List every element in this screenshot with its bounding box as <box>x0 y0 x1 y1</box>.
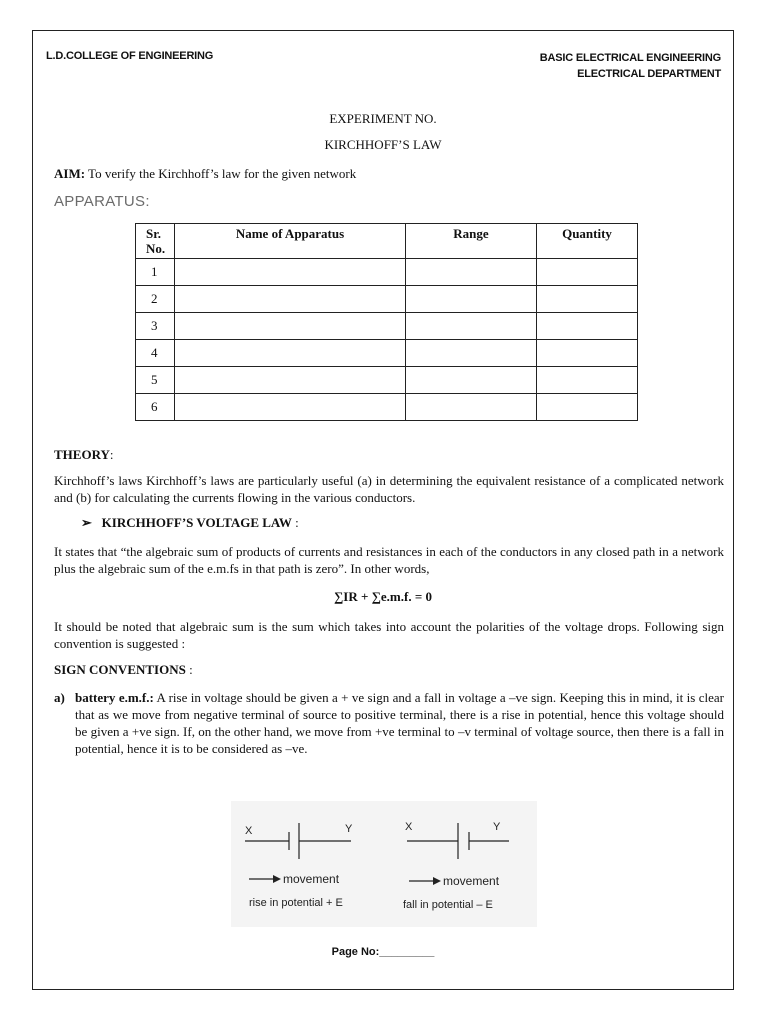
cell-name <box>175 340 406 367</box>
bullet-arrow-icon: ➢ <box>81 515 92 530</box>
cell-range <box>406 286 537 313</box>
right-movement-label: movement <box>443 874 500 888</box>
department-name: ELECTRICAL DEPARTMENT <box>577 68 721 80</box>
battery-emf-text: A rise in voltage should be given a + ve sign and a fall in voltage a –ve sign. Keeping this in mind, it is clear that as we move from negative terminal of source to positive terminal, there is a rise in potential, hence this voltage should be given a +ve sign. If, on the other hand, we move from +ve terminal to –v terminal of voltage source, then there is a fall in potential, hence it is to be considered as –ve. <box>75 690 725 756</box>
theory-paragraph: Kirchhoff’s laws Kirchhoff’s laws are particularly useful (a) in determining the equivalent resistance of a complicated network and (b) for calculating the currents flowing in the various conductors. <box>54 473 724 505</box>
table-row <box>136 340 638 367</box>
row-number: 2 <box>136 286 175 313</box>
sign-conventions-heading: SIGN CONVENTIONS : <box>54 662 193 677</box>
cell-quantity <box>537 286 638 313</box>
cell-range <box>406 367 537 394</box>
battery-sign-figure <box>231 801 537 927</box>
college-name: L.D.COLLEGE OF ENGINEERING <box>46 50 214 62</box>
col-name-of-apparatus: Name of Apparatus <box>175 224 406 259</box>
row-number: 5 <box>136 367 175 394</box>
cell-range <box>406 340 537 367</box>
cell-name <box>175 367 406 394</box>
kvl-statement: It states that “the algebraic sum of products of currents and resistances in each of the conductors in any closed path in a network plus the algebraic sum of the e.m.fs in that path is zero”. In other words, <box>54 544 724 576</box>
kvl-heading: ➢ KIRCHHOFF’S VOLTAGE LAW : <box>81 515 299 530</box>
col-range: Range <box>406 224 537 259</box>
row-number: 4 <box>136 340 175 367</box>
row-number: 3 <box>136 313 175 340</box>
rise-in-potential-caption: rise in potential + E <box>249 897 343 909</box>
algebraic-sum-note: It should be noted that algebraic sum is the sum which takes into account the polarities of the voltage drops. Following sign convention is suggested : <box>54 619 724 651</box>
cell-quantity <box>537 367 638 394</box>
cell-range <box>406 313 537 340</box>
left-x-label: X <box>245 825 253 837</box>
cell-quantity <box>537 340 638 367</box>
page-number: Page No:_________ <box>331 946 435 958</box>
theory-heading: THEORY: <box>54 447 114 462</box>
cell-quantity <box>537 259 638 286</box>
cell-range <box>406 259 537 286</box>
apparatus-table <box>135 223 638 421</box>
table-row <box>136 313 638 340</box>
col-sr-no: Sr. No. <box>136 224 175 259</box>
cell-name <box>175 259 406 286</box>
cell-name <box>175 313 406 340</box>
aim-text: To verify the Kirchhoff’s law for the given network <box>85 166 357 181</box>
department-header <box>540 50 721 82</box>
table-row <box>136 394 638 421</box>
cell-quantity <box>537 313 638 340</box>
table-row <box>136 367 638 394</box>
list-label: a) <box>54 690 65 705</box>
row-number: 6 <box>136 394 175 421</box>
battery-emf-term: battery e.m.f.: <box>75 690 154 705</box>
left-movement-label: movement <box>283 872 340 886</box>
document-page <box>32 30 734 990</box>
cell-range <box>406 394 537 421</box>
table-row <box>136 259 638 286</box>
apparatus-heading: APPARATUS: <box>54 193 150 210</box>
right-x-label: X <box>405 821 413 833</box>
list-item <box>54 689 724 757</box>
table-header-row <box>136 224 638 259</box>
row-number: 1 <box>136 259 175 286</box>
right-y-label: Y <box>493 821 501 833</box>
cell-name <box>175 394 406 421</box>
subject-name: BASIC ELECTRICAL ENGINEERING <box>539 52 721 64</box>
left-y-label: Y <box>345 823 353 835</box>
cell-quantity <box>537 394 638 421</box>
fall-in-potential-caption: fall in potential – E <box>403 899 493 911</box>
kvl-equation: ∑IR + ∑e.m.f. = 0 <box>334 589 432 604</box>
aim <box>54 165 724 182</box>
experiment-number: EXPERIMENT NO. <box>329 111 437 126</box>
page-title: KIRCHHOFF’S LAW <box>324 137 442 152</box>
aim-label: AIM: <box>54 166 86 181</box>
col-quantity: Quantity <box>537 224 638 259</box>
table-row <box>136 286 638 313</box>
cell-name <box>175 286 406 313</box>
theory-heading-text: THEORY <box>54 447 110 462</box>
